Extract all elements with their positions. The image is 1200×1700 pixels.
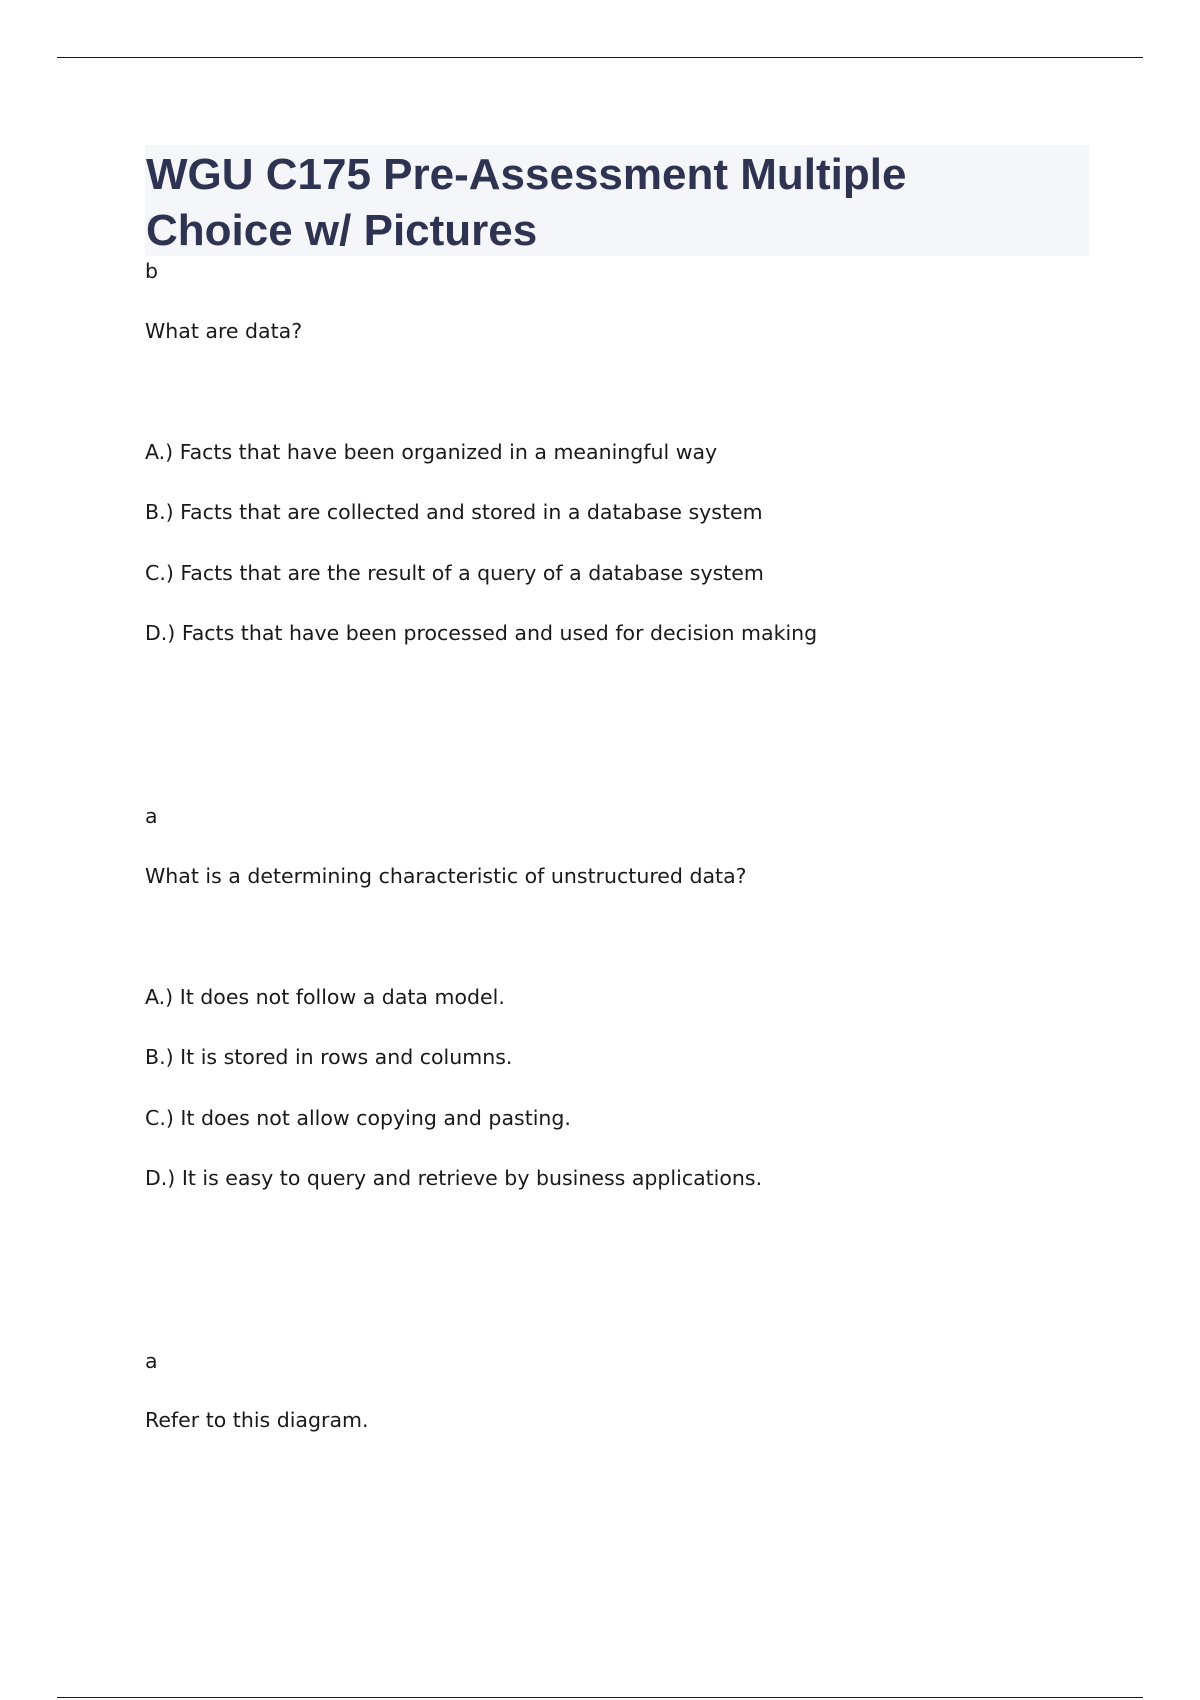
answer-key-2: a	[145, 804, 158, 828]
question-1-prompt: What are data?	[145, 319, 303, 343]
question-3-prompt: Refer to this diagram.	[145, 1408, 369, 1432]
question-2-option-b: B.) It is stored in rows and columns.	[145, 1045, 513, 1069]
answer-key-1: b	[145, 259, 159, 283]
answer-key-3: a	[145, 1349, 158, 1373]
question-2-prompt: What is a determining characteristic of unstructured data?	[145, 864, 747, 888]
question-2-option-a: A.) It does not follow a data model.	[145, 985, 505, 1009]
question-1-option-b: B.) Facts that are collected and stored in a database system	[145, 500, 763, 524]
document-title: WGU C175 Pre-Assessment Multiple Choice w/ Pictures	[146, 150, 907, 255]
question-2-option-c: C.) It does not allow copying and pasting.	[145, 1106, 571, 1130]
question-1-option-c: C.) Facts that are the result of a query of a database system	[145, 561, 764, 585]
question-2-option-d: D.) It is easy to query and retrieve by business applications.	[145, 1166, 763, 1190]
question-1-option-d: D.) Facts that have been processed and used for decision making	[145, 621, 818, 645]
top-rule	[57, 57, 1143, 58]
question-1-option-a: A.) Facts that have been organized in a meaningful way	[145, 440, 718, 464]
bottom-rule	[57, 1697, 1143, 1698]
